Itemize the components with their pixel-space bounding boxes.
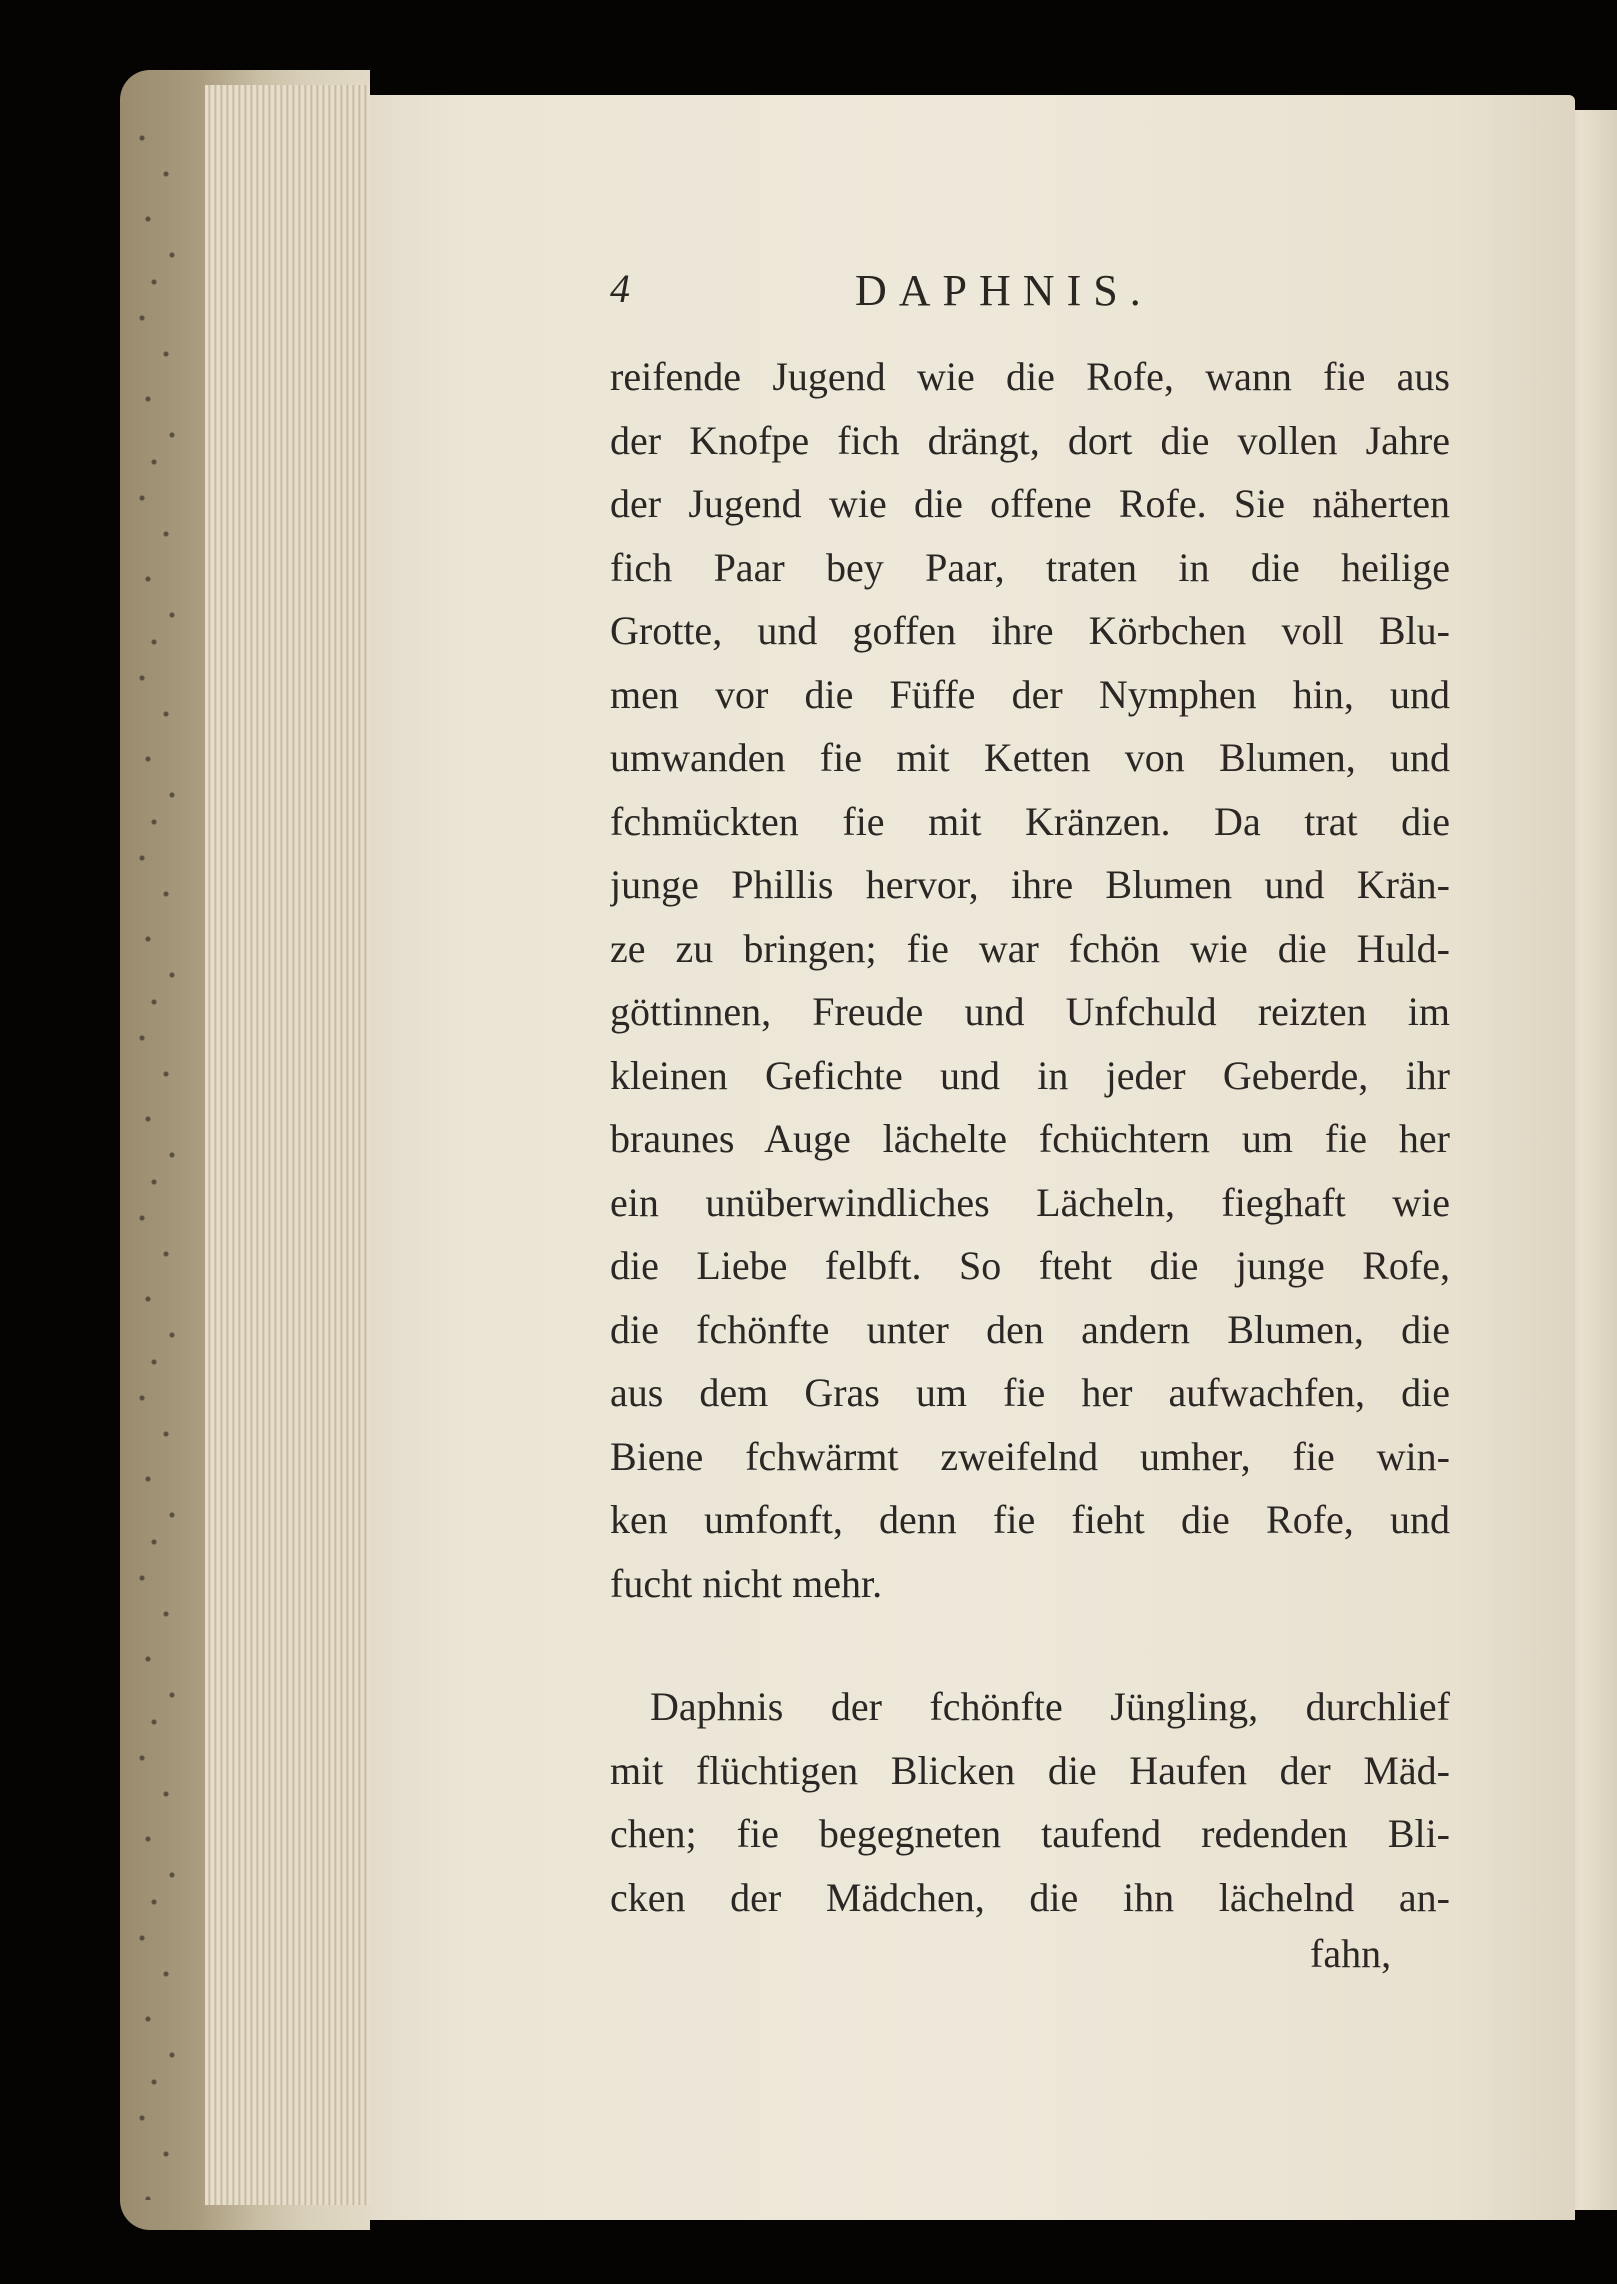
text-line: men vor die Füffe der Nymphen hin, und — [610, 671, 1450, 717]
text-line: Daphnis der fchönfte Jüngling, durchlief — [650, 1684, 1450, 1729]
text-line: fich Paar bey Paar, traten in die heilige — [610, 544, 1450, 590]
paragraph-gap — [610, 1615, 1450, 1675]
text-line: göttinnen, Freude und Unfchuld reizten im — [610, 989, 1450, 1034]
text-line: ein unüberwindliches Lächeln, fieghaft wie — [610, 1179, 1450, 1225]
text-line: der Jugend wie die offene Rofe. Sie näherten — [610, 481, 1450, 526]
text-line: die Liebe felbft. So fteht die junge Rofe, — [610, 1243, 1450, 1288]
edge-foxing — [130, 120, 190, 2200]
text-line: Grotte, und goffen ihre Körbchen voll Blu- — [610, 608, 1450, 653]
page-header — [610, 265, 1450, 325]
text-line: cken der Mädchen, die ihn lächelnd an- — [610, 1874, 1450, 1920]
body-text — [610, 345, 1450, 1929]
text-line: der Knofpe fich drängt, dort die vollen Jahre — [610, 417, 1450, 463]
text-line: mit flüchtigen Blicken die Haufen der Mäd- — [610, 1747, 1450, 1793]
running-title: DAPHNIS. — [855, 266, 1153, 315]
text-line: umwanden fie mit Ketten von Blumen, und — [610, 735, 1450, 780]
text-line: junge Phillis hervor, ihre Blumen und Krän- — [610, 862, 1450, 907]
text-line: ken umfonft, denn fie fieht die Rofe, und — [610, 1497, 1450, 1542]
text-line: kleinen Gefichte und in jeder Geberde, ihr — [610, 1052, 1450, 1098]
text-line: Biene fchwärmt zweifelnd umher, fie win- — [610, 1433, 1450, 1479]
catchword: fahn, — [1310, 1931, 1392, 1976]
page-number: 4 — [610, 266, 630, 311]
text-line: aus dem Gras um fie her aufwachfen, die — [610, 1370, 1450, 1415]
text-line: die fchönfte unter den andern Blumen, die — [610, 1306, 1450, 1352]
text-line: chen; fie begegneten taufend redenden Bli- — [610, 1811, 1450, 1856]
paragraph — [610, 1675, 1450, 1929]
paragraph — [610, 345, 1450, 1615]
text-line: reifende Jugend wie die Rofe, wann fie aus — [610, 354, 1450, 399]
text-line: ze zu bringen; fie war fchön wie die Huld- — [610, 925, 1450, 971]
text-line: fchmückten fie mit Kränzen. Da trat die — [610, 798, 1450, 844]
text-line: fucht nicht mehr. — [610, 1560, 883, 1606]
text-line: braunes Auge lächelte fchüchtern um fie her — [610, 1116, 1450, 1161]
page-edges — [205, 85, 370, 2205]
